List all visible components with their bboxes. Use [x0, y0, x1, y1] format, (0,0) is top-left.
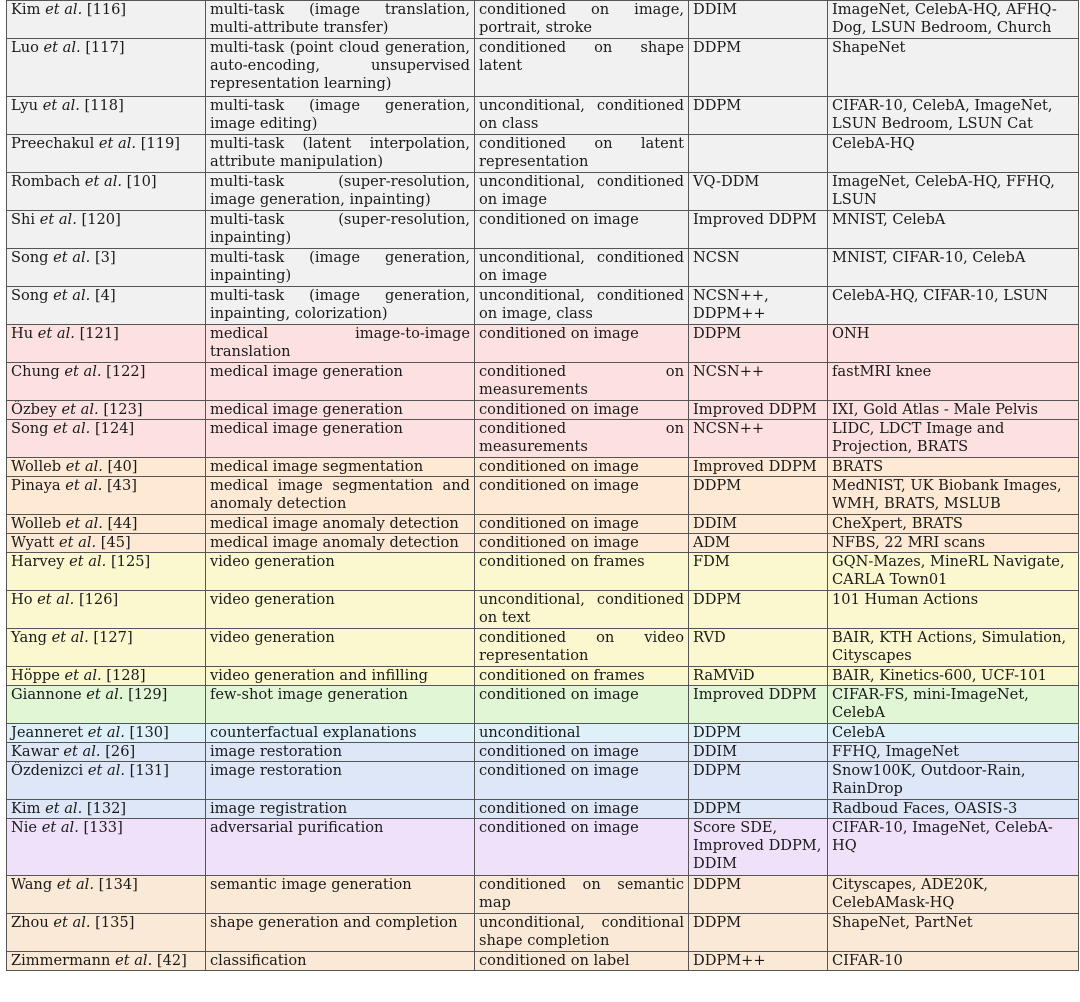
author-cell — [7, 173, 206, 211]
et-al: et al. — [53, 914, 91, 931]
conditioning-cell: conditioned on image — [475, 458, 689, 477]
reference: [130] — [129, 724, 169, 741]
et-al: et al. — [53, 249, 91, 266]
table-row — [7, 762, 1079, 800]
datasets-cell: CelebA-HQ — [828, 135, 1079, 173]
author-name: Wyatt — [11, 534, 55, 551]
conditioning-cell: conditioned on semantic map — [475, 876, 689, 914]
et-al: et al. — [45, 800, 83, 817]
task-cell: image registration — [206, 800, 475, 819]
table-row — [7, 515, 1079, 534]
et-al: et al. — [41, 819, 79, 836]
model-cell: RVD — [689, 629, 828, 667]
author-name: Shi — [11, 211, 36, 228]
task-cell: multi-task (latent interpolation, attribute manipulation) — [206, 135, 475, 173]
table-row — [7, 667, 1079, 686]
author-name: Kawar — [11, 743, 59, 760]
author-name: Kim — [11, 1, 41, 18]
author-cell — [7, 629, 206, 667]
table-row — [7, 686, 1079, 724]
et-al: et al. — [69, 553, 107, 570]
conditioning-cell: unconditional — [475, 724, 689, 743]
task-cell: video generation — [206, 629, 475, 667]
author-cell — [7, 534, 206, 553]
datasets-cell: MNIST, CIFAR-10, CelebA — [828, 249, 1079, 287]
et-al: et al. — [65, 515, 103, 532]
task-cell: medical image anomaly detection — [206, 515, 475, 534]
author-name: Özdenizci — [11, 762, 84, 779]
model-cell: NCSN — [689, 249, 828, 287]
datasets-cell: Radboud Faces, OASIS-3 — [828, 800, 1079, 819]
datasets-cell: LIDC, LDCT Image and Projection, BRATS — [828, 420, 1079, 458]
datasets-cell: CelebA — [828, 724, 1079, 743]
author-name: Yang — [11, 629, 47, 646]
datasets-cell: Snow100K, Outdoor-Rain, RainDrop — [828, 762, 1079, 800]
conditioning-cell: conditioned on video representation — [475, 629, 689, 667]
author-cell — [7, 211, 206, 249]
task-cell: counterfactual explanations — [206, 724, 475, 743]
model-cell: Improved DDPM — [689, 401, 828, 420]
author-name: Kim — [11, 800, 41, 817]
datasets-cell: ShapeNet — [828, 39, 1079, 97]
reference: [10] — [126, 173, 157, 190]
et-al: et al. — [45, 1, 83, 18]
table-row — [7, 135, 1079, 173]
author-name: Pinaya — [11, 477, 61, 494]
reference: [125] — [110, 553, 151, 570]
model-cell — [689, 135, 828, 173]
author-name: Höppe — [11, 667, 60, 684]
model-cell: DDIM — [689, 1, 828, 39]
datasets-cell: ShapeNet, PartNet — [828, 914, 1079, 952]
table-row — [7, 819, 1079, 876]
table-row — [7, 876, 1079, 914]
reference: [135] — [95, 914, 135, 931]
et-al: et al. — [61, 401, 99, 418]
conditioning-cell: unconditional, conditional shape completion — [475, 914, 689, 952]
reference: [121] — [79, 325, 119, 342]
task-cell: multi-task (image generation, inpainting) — [206, 249, 475, 287]
reference: [132] — [86, 800, 127, 817]
table-row — [7, 287, 1079, 325]
task-cell: medical image generation — [206, 401, 475, 420]
conditioning-cell: conditioned on label — [475, 952, 689, 971]
datasets-cell: BAIR, Kinetics-600, UCF-101 — [828, 667, 1079, 686]
author-cell — [7, 135, 206, 173]
table-row — [7, 173, 1079, 211]
reference: [124] — [94, 420, 135, 437]
datasets-cell: GQN-Mazes, MineRL Navigate, CARLA Town01 — [828, 553, 1079, 591]
et-al: et al. — [43, 39, 81, 56]
author-cell — [7, 401, 206, 420]
datasets-cell: CelebA-HQ, CIFAR-10, LSUN — [828, 287, 1079, 325]
reference: [117] — [85, 39, 125, 56]
conditioning-cell: unconditional, conditioned on image — [475, 249, 689, 287]
et-al: et al. — [53, 287, 91, 304]
author-cell — [7, 591, 206, 629]
et-al: et al. — [87, 762, 126, 779]
conditioning-cell: unconditional, conditioned on image, class — [475, 287, 689, 325]
model-cell: Score SDE, Improved DDPM, DDIM — [689, 819, 828, 876]
task-cell: semantic image generation — [206, 876, 475, 914]
table-row — [7, 401, 1079, 420]
model-cell: DDPM — [689, 724, 828, 743]
model-cell: DDPM — [689, 477, 828, 515]
conditioning-cell: conditioned on measurements — [475, 363, 689, 401]
task-cell: medical image segmentation — [206, 458, 475, 477]
model-cell: DDPM — [689, 800, 828, 819]
table-row — [7, 458, 1079, 477]
table-row — [7, 629, 1079, 667]
model-cell: VQ-DDM — [689, 173, 828, 211]
conditioning-cell: unconditional, conditioned on class — [475, 97, 689, 135]
datasets-cell: CIFAR-10 — [828, 952, 1079, 971]
table-row — [7, 952, 1079, 971]
author-name: Rombach — [11, 173, 81, 190]
author-cell — [7, 876, 206, 914]
datasets-cell: BRATS — [828, 458, 1079, 477]
author-name: Harvey — [11, 553, 65, 570]
conditioning-cell: conditioned on image — [475, 686, 689, 724]
author-cell — [7, 743, 206, 762]
conditioning-cell: conditioned on image — [475, 325, 689, 363]
author-name: Giannone — [11, 686, 82, 703]
reference: [43] — [106, 477, 137, 494]
datasets-cell: MedNIST, UK Biobank Images, WMH, BRATS, MSLUB — [828, 477, 1079, 515]
task-cell: medical image generation — [206, 420, 475, 458]
conditioning-cell: conditioned on image, portrait, stroke — [475, 1, 689, 39]
model-cell: ADM — [689, 534, 828, 553]
table-row — [7, 914, 1079, 952]
reference: [122] — [106, 363, 146, 380]
model-cell: DDPM++ — [689, 952, 828, 971]
model-cell: Improved DDPM — [689, 458, 828, 477]
model-cell: RaMViD — [689, 667, 828, 686]
author-name: Zimmermann — [11, 952, 111, 969]
author-cell — [7, 287, 206, 325]
author-cell — [7, 914, 206, 952]
author-cell — [7, 553, 206, 591]
reference: [45] — [100, 534, 131, 551]
author-name: Lyu — [11, 97, 39, 114]
conditioning-cell: conditioned on image — [475, 743, 689, 762]
task-cell: image restoration — [206, 743, 475, 762]
datasets-cell: CIFAR-10, CelebA, ImageNet, LSUN Bedroom, LSUN Cat — [828, 97, 1079, 135]
author-name: Song — [11, 287, 49, 304]
reference: [133] — [83, 819, 123, 836]
reference: [116] — [86, 1, 127, 18]
et-al: et al. — [65, 458, 103, 475]
author-cell — [7, 819, 206, 876]
reference: [118] — [84, 97, 124, 114]
model-cell: NCSN++, DDPM++ — [689, 287, 828, 325]
author-cell — [7, 97, 206, 135]
task-cell: adversarial purification — [206, 819, 475, 876]
table-row — [7, 591, 1079, 629]
reference: [119] — [140, 135, 180, 152]
et-al: et al. — [56, 876, 94, 893]
author-cell — [7, 363, 206, 401]
author-cell — [7, 762, 206, 800]
author-cell — [7, 1, 206, 39]
conditioning-cell: unconditional, conditioned on text — [475, 591, 689, 629]
reference: [120] — [81, 211, 121, 228]
table-row — [7, 39, 1079, 97]
task-cell: multi-task (image generation, inpainting, colorization) — [206, 287, 475, 325]
conditioning-cell: conditioned on image — [475, 211, 689, 249]
author-cell — [7, 325, 206, 363]
et-al: et al. — [37, 591, 75, 608]
model-cell: Improved DDPM — [689, 686, 828, 724]
author-name: Wolleb — [11, 515, 62, 532]
author-cell — [7, 724, 206, 743]
conditioning-cell: conditioned on shape latent — [475, 39, 689, 97]
et-al: et al. — [42, 97, 80, 114]
model-cell: DDIM — [689, 515, 828, 534]
reference: [134] — [98, 876, 138, 893]
task-cell: medical image generation — [206, 363, 475, 401]
model-cell: DDPM — [689, 97, 828, 135]
conditioning-cell: conditioned on image — [475, 819, 689, 876]
author-cell — [7, 458, 206, 477]
et-al: et al. — [86, 686, 124, 703]
model-cell: FDM — [689, 553, 828, 591]
datasets-cell: MNIST, CelebA — [828, 211, 1079, 249]
et-al: et al. — [84, 173, 123, 190]
model-cell: NCSN++ — [689, 420, 828, 458]
datasets-cell: NFBS, 22 MRI scans — [828, 534, 1079, 553]
datasets-cell: CIFAR-10, ImageNet, CelebA-HQ — [828, 819, 1079, 876]
table-row — [7, 724, 1079, 743]
author-cell — [7, 952, 206, 971]
model-cell: Improved DDPM — [689, 211, 828, 249]
task-cell: video generation — [206, 591, 475, 629]
table-row — [7, 363, 1079, 401]
table-row — [7, 743, 1079, 762]
datasets-cell: ImageNet, CelebA-HQ, FFHQ, LSUN — [828, 173, 1079, 211]
model-cell: DDPM — [689, 325, 828, 363]
task-cell: video generation and infilling — [206, 667, 475, 686]
datasets-cell: 101 Human Actions — [828, 591, 1079, 629]
conditioning-cell: conditioned on image — [475, 534, 689, 553]
table-row — [7, 325, 1079, 363]
reference: [131] — [129, 762, 169, 779]
datasets-cell: ONH — [828, 325, 1079, 363]
author-name: Ho — [11, 591, 33, 608]
et-al: et al. — [115, 952, 153, 969]
et-al: et al. — [98, 135, 137, 152]
model-cell: DDIM — [689, 743, 828, 762]
task-cell: image restoration — [206, 762, 475, 800]
datasets-cell: BAIR, KTH Actions, Simulation, Cityscapes — [828, 629, 1079, 667]
reference: [44] — [107, 515, 138, 532]
task-cell: multi-task (point cloud generation, auto-encoding, unsupervised representation learning) — [206, 39, 475, 97]
et-al: et al. — [63, 743, 101, 760]
conditioning-cell: conditioned on frames — [475, 553, 689, 591]
et-al: et al. — [37, 325, 75, 342]
author-cell — [7, 800, 206, 819]
author-name: Jeanneret — [11, 724, 84, 741]
conditioning-cell: conditioned on measurements — [475, 420, 689, 458]
task-cell: few-shot image generation — [206, 686, 475, 724]
reference: [126] — [78, 591, 119, 608]
conditioning-cell: conditioned on image — [475, 477, 689, 515]
task-cell: multi-task (super-resolution, inpainting) — [206, 211, 475, 249]
author-name: Hu — [11, 325, 34, 342]
et-al: et al. — [64, 667, 102, 684]
task-cell: medical image anomaly detection — [206, 534, 475, 553]
datasets-cell: IXI, Gold Atlas - Male Pelvis — [828, 401, 1079, 420]
task-cell: classification — [206, 952, 475, 971]
author-name: Wolleb — [11, 458, 62, 475]
author-name: Luo — [11, 39, 39, 56]
datasets-cell: CIFAR-FS, mini-ImageNet, CelebA — [828, 686, 1079, 724]
conditioning-cell: conditioned on image — [475, 800, 689, 819]
et-al: et al. — [64, 363, 102, 380]
author-cell — [7, 249, 206, 287]
et-al: et al. — [39, 211, 77, 228]
model-cell: DDPM — [689, 914, 828, 952]
datasets-cell: CheXpert, BRATS — [828, 515, 1079, 534]
model-cell: DDPM — [689, 591, 828, 629]
datasets-cell: FFHQ, ImageNet — [828, 743, 1079, 762]
et-al: et al. — [53, 420, 91, 437]
conditioning-cell: conditioned on image — [475, 762, 689, 800]
conditioning-cell: conditioned on image — [475, 515, 689, 534]
reference: [129] — [128, 686, 168, 703]
task-cell: shape generation and completion — [206, 914, 475, 952]
reference: [40] — [107, 458, 138, 475]
conditioning-cell: unconditional, conditioned on image — [475, 173, 689, 211]
task-cell: medical image-to-image translation — [206, 325, 475, 363]
datasets-cell: fastMRI knee — [828, 363, 1079, 401]
et-al: et al. — [59, 534, 97, 551]
task-cell: multi-task (super-resolution, image generation, inpainting) — [206, 173, 475, 211]
author-cell — [7, 686, 206, 724]
author-name: Chung — [11, 363, 60, 380]
datasets-cell: ImageNet, CelebA-HQ, AFHQ-Dog, LSUN Bedroom, Church — [828, 1, 1079, 39]
reference: [128] — [106, 667, 146, 684]
author-name: Wang — [11, 876, 53, 893]
reference: [26] — [105, 743, 136, 760]
author-name: Nie — [11, 819, 38, 836]
author-cell — [7, 515, 206, 534]
model-cell: DDPM — [689, 39, 828, 97]
et-al: et al. — [87, 724, 125, 741]
reference: [127] — [93, 629, 133, 646]
task-cell: video generation — [206, 553, 475, 591]
papers-table — [6, 0, 1079, 971]
table-row — [7, 97, 1079, 135]
conditioning-cell: conditioned on image — [475, 401, 689, 420]
author-name: Özbey — [11, 401, 57, 418]
model-cell: NCSN++ — [689, 363, 828, 401]
et-al: et al. — [65, 477, 103, 494]
task-cell: medical image segmentation and anomaly detection — [206, 477, 475, 515]
author-name: Song — [11, 249, 49, 266]
papers-table-body — [7, 1, 1079, 971]
author-cell — [7, 667, 206, 686]
table-row — [7, 553, 1079, 591]
table-row — [7, 211, 1079, 249]
et-al: et al. — [51, 629, 89, 646]
datasets-cell: Cityscapes, ADE20K, CelebAMask-HQ — [828, 876, 1079, 914]
author-cell — [7, 39, 206, 97]
reference: [4] — [94, 287, 116, 304]
table-row — [7, 249, 1079, 287]
table-row — [7, 800, 1079, 819]
author-name: Song — [11, 420, 49, 437]
task-cell: multi-task (image translation, multi-attribute transfer) — [206, 1, 475, 39]
author-name: Zhou — [11, 914, 49, 931]
table-row — [7, 420, 1079, 458]
table-row — [7, 534, 1079, 553]
reference: [3] — [94, 249, 116, 266]
author-name: Preechakul — [11, 135, 95, 152]
model-cell: DDPM — [689, 876, 828, 914]
table-row — [7, 1, 1079, 39]
model-cell: DDPM — [689, 762, 828, 800]
task-cell: multi-task (image generation, image editing) — [206, 97, 475, 135]
conditioning-cell: conditioned on frames — [475, 667, 689, 686]
author-cell — [7, 477, 206, 515]
table-row — [7, 477, 1079, 515]
conditioning-cell: conditioned on latent representation — [475, 135, 689, 173]
reference: [123] — [103, 401, 143, 418]
reference: [42] — [156, 952, 187, 969]
author-cell — [7, 420, 206, 458]
